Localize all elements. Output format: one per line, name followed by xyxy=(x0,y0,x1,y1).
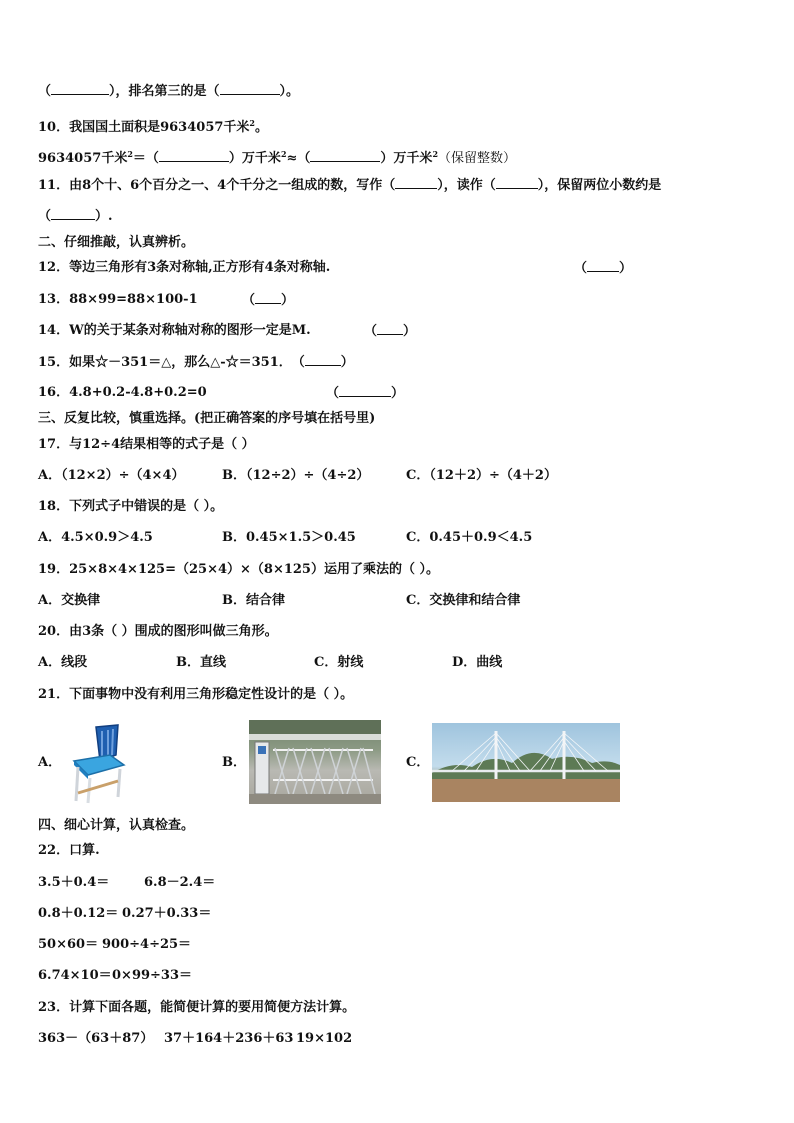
q23-item: 363－（63＋87） xyxy=(38,1031,154,1046)
chair-icon xyxy=(66,723,128,805)
q22-item: 0.8＋0.12＝ xyxy=(38,906,119,921)
answer-blank[interactable] xyxy=(220,82,280,95)
answer-blank[interactable] xyxy=(51,82,109,95)
answer-blank[interactable] xyxy=(377,322,403,335)
q22-item: 900÷4÷25＝ xyxy=(102,937,192,952)
q22-item: 0×99÷33＝ xyxy=(112,968,193,983)
question-11: 11．由8个十、6个百分之一、4个千分之一组成的数，写作（ ），读作（ ），保留两位小数约是 xyxy=(38,178,662,193)
answer-blank[interactable] xyxy=(305,353,341,366)
q19-option-c[interactable]: C．交换律和结合律 xyxy=(406,593,521,608)
question-20: 20．由3条（ ）围成的图形叫做三角形。 xyxy=(38,624,278,639)
answer-blank[interactable] xyxy=(159,149,229,162)
answer-blank[interactable] xyxy=(310,149,380,162)
q18-option-a[interactable]: A．4.5×0.9＞4.5 xyxy=(38,530,153,545)
question-23: 23．计算下面各题，能简便计算的要用简便方法计算。 xyxy=(38,1000,356,1015)
question-12-answer[interactable]: （ ） xyxy=(574,261,633,276)
q21-option-a[interactable]: A． xyxy=(38,755,62,770)
q22-item: 6.8－2.4＝ xyxy=(144,875,216,890)
question-10: 10．我国国土面积是9634057千米2。 xyxy=(38,118,269,136)
bridge-image xyxy=(432,723,620,802)
q19-option-b[interactable]: B．结合律 xyxy=(222,593,285,608)
q9-tail: （ ），排名第三的是（ ）。 xyxy=(38,84,300,99)
question-21: 21．下面事物中没有利用三角形稳定性设计的是（ ）。 xyxy=(38,687,354,702)
q18-option-c[interactable]: C．0.45＋0.9＜4.5 xyxy=(406,530,533,545)
q20-option-d[interactable]: D．曲线 xyxy=(452,655,503,670)
q17-option-b[interactable]: B．（12÷2）÷（4÷2） xyxy=(222,468,370,483)
question-22: 22．口算. xyxy=(38,843,100,858)
question-13: 13．88×99=88×100-1 xyxy=(38,292,198,307)
q22-item: 3.5＋0.4＝ xyxy=(38,875,110,890)
section-3-heading: 三、反复比较，慎重选择。(把正确答案的序号填在括号里) xyxy=(38,411,376,426)
q17-option-a[interactable]: A．（12×2）÷（4×4） xyxy=(38,468,185,483)
retractable-gate-icon xyxy=(249,720,381,804)
answer-blank[interactable] xyxy=(51,207,95,220)
question-16: 16．4.8+0.2-4.8+0.2=0 xyxy=(38,385,207,400)
gate-image xyxy=(249,720,381,804)
question-12: 12．等边三角形有3条对称轴,正方形有4条对称轴. xyxy=(38,260,331,275)
question-14: 14．W的关于某条对称轴对称的图形一定是M. xyxy=(38,323,311,338)
q18-option-b[interactable]: B．0.45×1.5＞0.45 xyxy=(222,530,356,545)
q20-option-c[interactable]: C．射线 xyxy=(314,655,364,670)
answer-blank[interactable] xyxy=(395,176,437,189)
question-17: 17．与12÷4结果相等的式子是（ ） xyxy=(38,437,255,452)
section-2-heading: 二、仔细推敲，认真辨析。 xyxy=(38,235,195,250)
q22-item: 6.74×10＝ xyxy=(38,968,112,983)
question-16-answer[interactable]: （ ） xyxy=(326,386,405,401)
chair-image xyxy=(66,723,128,805)
section-4-heading: 四、细心计算，认真检查。 xyxy=(38,818,195,833)
cable-stayed-bridge-icon xyxy=(432,723,620,802)
answer-blank[interactable] xyxy=(587,259,619,272)
question-10-fill: 9634057千米2＝（ ）万千米2≈（ ）万千米2（保留整数） xyxy=(38,149,517,167)
question-14-answer[interactable]: （ ） xyxy=(364,324,417,339)
q19-option-a[interactable]: A．交换律 xyxy=(38,593,101,608)
answer-blank[interactable] xyxy=(255,291,281,304)
q17-option-c[interactable]: C．（12＋2）÷（4＋2） xyxy=(406,468,557,483)
q21-option-c[interactable]: C． xyxy=(406,755,430,770)
question-15: 15．如果☆－351＝△，那么△-☆＝351．（ ） xyxy=(38,355,354,370)
question-11-line2: （ ）. xyxy=(38,209,113,224)
answer-blank[interactable] xyxy=(339,384,391,397)
answer-blank[interactable] xyxy=(496,176,538,189)
q21-option-b[interactable]: B． xyxy=(222,755,246,770)
question-19: 19．25×8×4×125=（25×4）×（8×125）运用了乘法的（ ）。 xyxy=(38,562,440,577)
q22-item: 0.27＋0.33＝ xyxy=(122,906,212,921)
q23-item: 37＋164＋236＋63 xyxy=(164,1031,294,1046)
question-18: 18．下列式子中错误的是（ ）。 xyxy=(38,499,224,514)
q20-option-a[interactable]: A．线段 xyxy=(38,655,88,670)
q22-item: 50×60＝ xyxy=(38,937,99,952)
q20-option-b[interactable]: B．直线 xyxy=(176,655,226,670)
question-13-answer[interactable]: （ ） xyxy=(242,293,295,308)
q23-item: 19×102 xyxy=(296,1031,353,1046)
